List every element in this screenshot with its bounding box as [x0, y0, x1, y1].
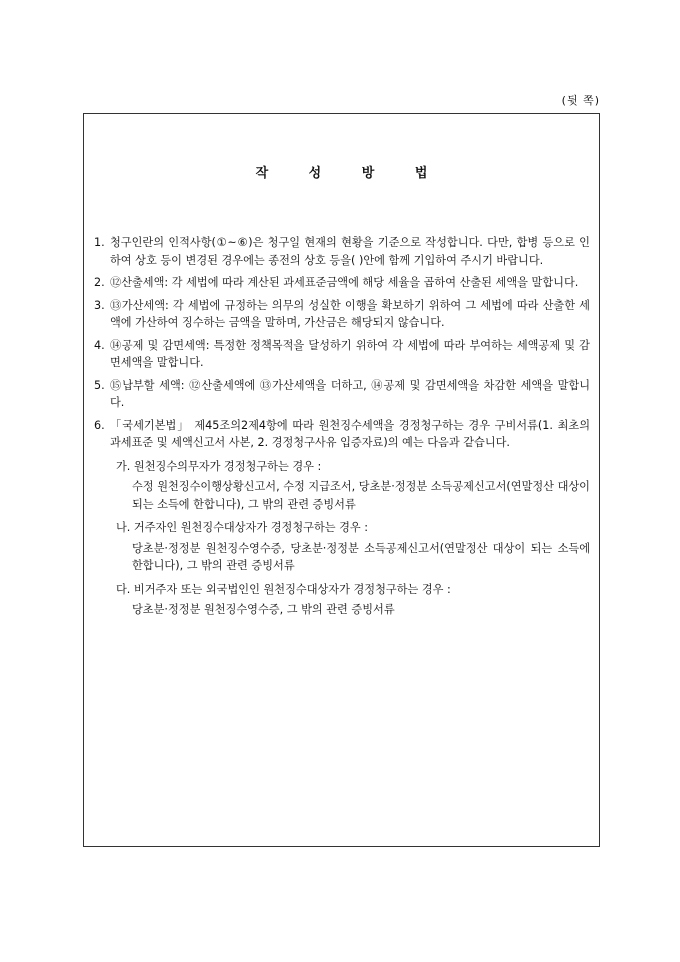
instruction-content: [94, 234, 590, 619]
instruction-item: [94, 417, 590, 452]
item-text: ⑮납부할 세액: ⑫산출세액에 ⑬가산세액을 더하고, ⑭공제 및 감면세액을 차감한 세액을 말합니다.: [110, 378, 590, 409]
item-text: ⑬가산세액: 각 세법에 규정하는 의무의 성실한 이행을 확보하기 위하여 그 세법에 따라 산출한 세액에 가산하여 징수하는 금액을 말하며, 가산금은 해당되지 않습니다.: [110, 298, 590, 329]
instruction-item: [94, 297, 590, 332]
sub-item-heading: 다. 비거주자 또는 외국법인인 원천징수대상자가 경정청구하는 경우 :: [116, 582, 451, 596]
item-number: 1.: [94, 236, 105, 249]
item-text: ⑭공제 및 감면세액: 특정한 정책목적을 달성하기 위하여 각 세법에 따라 부여하는 세액공제 및 감면세액을 말합니다.: [110, 338, 590, 369]
sub-item-heading: 나. 거주자인 원천징수대상자가 경정청구하는 경우 :: [116, 521, 369, 534]
page-title: 작 성 방 법: [255, 166, 446, 181]
instruction-item: [94, 337, 590, 372]
item-number: 4.: [94, 338, 105, 352]
page-side-label: (뒷 쪽): [561, 94, 600, 107]
item-number: 6.: [94, 418, 105, 432]
instruction-item: [94, 234, 590, 269]
sub-item-body: 수정 원천징수이행상황신고서, 수정 지급조서, 당초분·정정분 소득공제신고서(연말정산 대상이 되는 소득에 한합니다), 그 밖의 관련 증빙서류: [132, 480, 590, 511]
sub-item-body: 당초분·정정분 원천징수영수증, 당초분·정정분 소득공제신고서(연말정산 대상이 되는 소득에 한합니다), 그 밖의 관련 증빙서류: [132, 541, 590, 572]
instruction-item: [94, 274, 590, 292]
item-number: 3.: [94, 298, 105, 312]
item-number: 5.: [94, 378, 105, 392]
item-text: 「국세기본법」 제45조의2제4항에 따라 원천징수세액을 경정청구하는 경우 구비서류(1. 최초의 과세표준 및 세액신고서 사본, 2. 경정청구사유 입증자료)의 예는 다음과 같습니다.: [110, 418, 590, 449]
item-number: 2.: [94, 276, 105, 289]
item-text: 청구인란의 인적사항(①~⑥)은 청구일 현재의 현황을 기준으로 작성합니다. 다만, 합병 등으로 인하여 상호 등이 변경된 경우에는 종전의 상호 등을( )안에 함께 기입하여 주시기 바랍니다.: [110, 236, 590, 267]
item-text: ⑫산출세액: 각 세법에 따라 계산된 과세표준금액에 해당 세율을 곱하여 산출된 세액을 말합니다.: [110, 276, 579, 289]
sub-item-heading: 가. 원천징수의무자가 경정청구하는 경우 :: [116, 459, 322, 473]
sub-item-body: 당초분·정정분 원천징수영수증, 그 밖의 관련 증빙서류: [132, 603, 395, 616]
instruction-item: [94, 377, 590, 412]
